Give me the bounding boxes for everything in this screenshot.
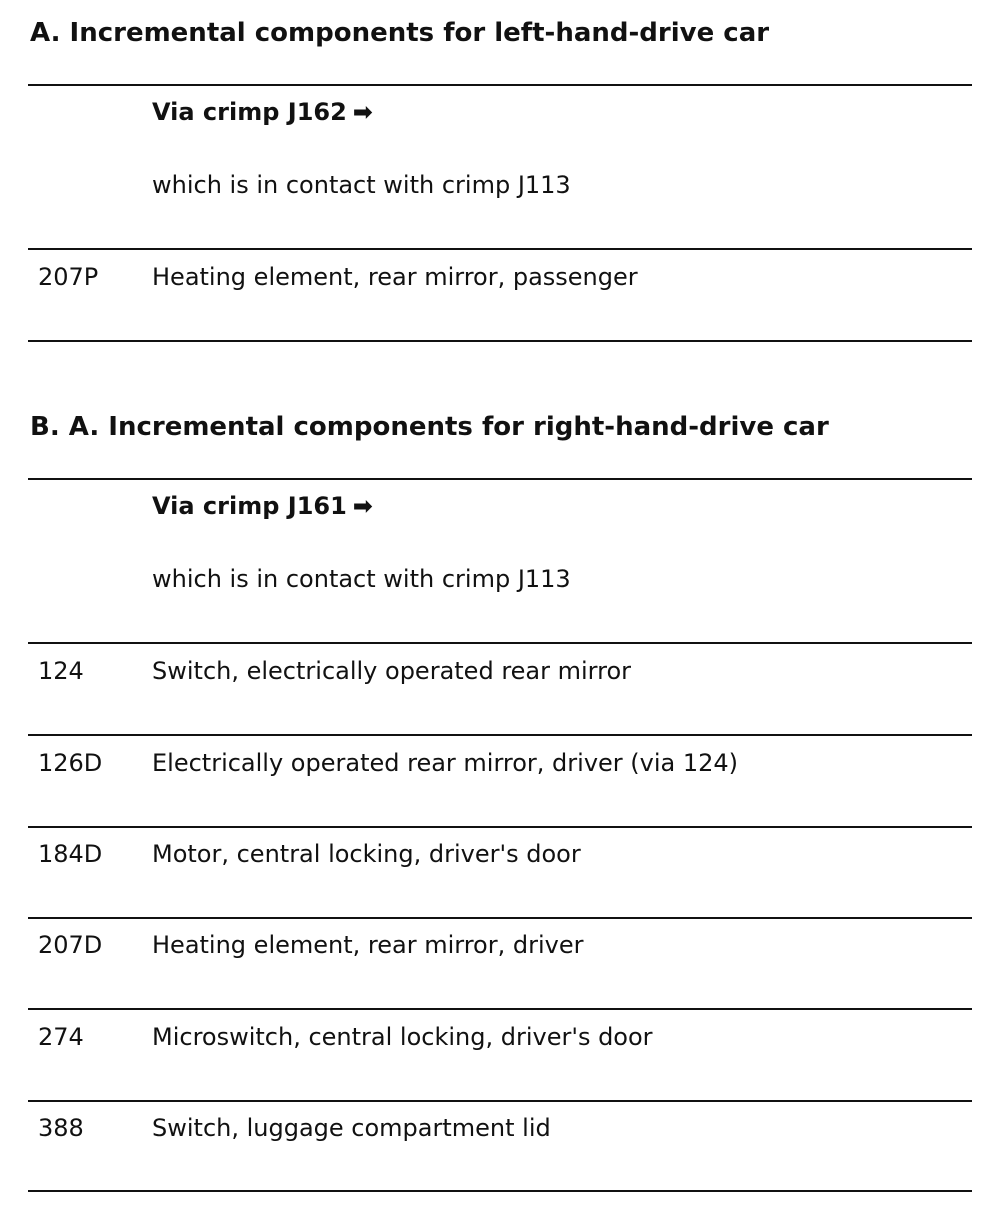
section-b-via-label bbox=[152, 491, 373, 521]
section-b-heading: B. A. Incremental components for right-hand-drive car bbox=[30, 412, 829, 442]
row-code: 207D bbox=[38, 931, 103, 959]
section-a-contact-text: which is in contact with crimp J113 bbox=[152, 171, 571, 199]
divider bbox=[28, 1008, 972, 1010]
divider bbox=[28, 84, 972, 86]
row-code: 207P bbox=[38, 263, 99, 291]
section-a-heading: A. Incremental components for left-hand-drive car bbox=[30, 18, 770, 48]
via-label-text: Via crimp J161 bbox=[152, 492, 347, 520]
row-description: Microswitch, central locking, driver's door bbox=[152, 1023, 653, 1051]
divider bbox=[28, 248, 972, 250]
via-label-text: Via crimp J162 bbox=[152, 98, 347, 126]
row-code: 274 bbox=[38, 1023, 84, 1051]
section-b-contact-text: which is in contact with crimp J113 bbox=[152, 565, 571, 593]
row-description: Switch, electrically operated rear mirror bbox=[152, 657, 632, 685]
divider bbox=[28, 1100, 972, 1102]
row-description: Heating element, rear mirror, driver bbox=[152, 931, 584, 959]
divider bbox=[28, 826, 972, 828]
divider bbox=[28, 642, 972, 644]
divider bbox=[28, 917, 972, 919]
row-description: Switch, luggage compartment lid bbox=[152, 1114, 551, 1142]
row-code: 184D bbox=[38, 840, 103, 868]
row-code: 388 bbox=[38, 1114, 84, 1142]
divider bbox=[28, 478, 972, 480]
divider bbox=[28, 340, 972, 342]
arrow-right-icon: ➡ bbox=[352, 492, 373, 520]
row-description: Electrically operated rear mirror, driver (via 124) bbox=[152, 749, 739, 777]
row-description: Motor, central locking, driver's door bbox=[152, 840, 581, 868]
section-a-via-label bbox=[152, 97, 373, 127]
row-code: 124 bbox=[38, 657, 84, 685]
arrow-right-icon: ➡ bbox=[352, 98, 373, 126]
divider bbox=[28, 1190, 972, 1192]
row-code: 126D bbox=[38, 749, 103, 777]
row-description: Heating element, rear mirror, passenger bbox=[152, 263, 638, 291]
divider bbox=[28, 734, 972, 736]
